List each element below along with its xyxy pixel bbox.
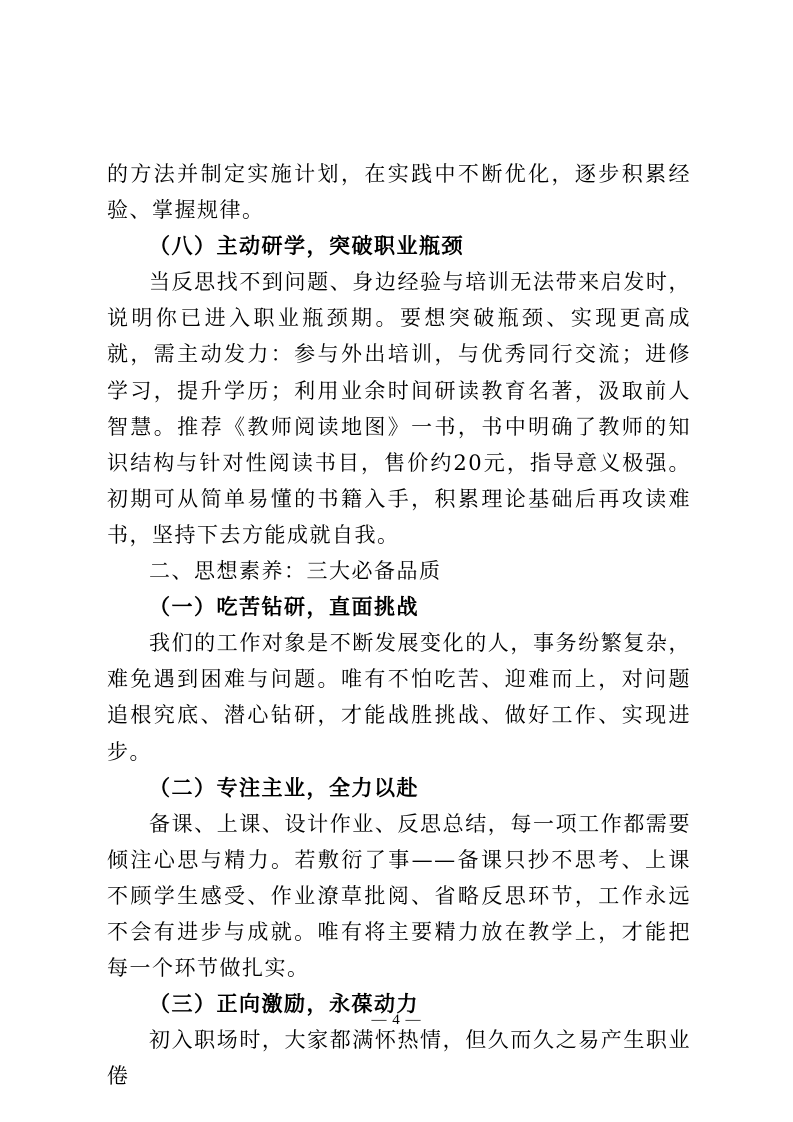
paragraph-hard-work: 我们的工作对象是不断发展变化的人，事务纷繁复杂，难免遇到困难与问题。唯有不怕吃苦、迎难而上，对问题追根究底、潜心钻研，才能战胜挑战、做好工作、实现进步。 — [107, 631, 691, 764]
section-heading-2: （二）专注主业，全力以赴 — [149, 774, 419, 800]
document-body — [107, 156, 691, 1094]
section-heading-8: （八）主动研学，突破职业瓶颈 — [149, 233, 464, 259]
paragraph-motivation: 初入职场时，大家都满怀热情，但久而久之易产生职业倦 — [107, 1028, 691, 1089]
section-heading-3: （三）正向激励，永葆动力 — [149, 991, 419, 1017]
paragraph-break-bottleneck: 当反思找不到问题、身边经验与培训无法带来启发时，说明你已进入职业瓶颈期。要想突破瓶颈、实现更高成就，需主动发力：参与外出培训，与优秀同行交流；进修学习，提升学历；利用业余时间研读教育名著，汲取前人智慧。推荐《教师阅读地图》一书，书中明确了教师的知识结构与针对性阅读书目，售价约20元，指导意义极强。初期可从简单易懂的书籍入手，积累理论基础后再攻读难书，坚持下去方能成就自我。 — [107, 270, 691, 547]
page-number: — 4 — — [371, 1012, 422, 1028]
paragraph-continuation: 的方法并制定实施计划，在实践中不断优化，逐步积累经验、掌握规律。 — [107, 162, 691, 223]
section-heading-1: （一）吃苦钻研，直面挑战 — [149, 594, 419, 620]
paragraph-focus: 备课、上课、设计作业、反思总结，每一项工作都需要倾注心思与精力。若敷衍了事——备课只抄不思考、上课不顾学生感受、作业潦草批阅、省略反思环节，工作永远不会有进步与成就。唯有将主要精力放在教学上，才能把每一个环节做扎实。 — [107, 811, 691, 981]
chapter-heading-2: 二、思想素养：三大必备品质 — [149, 559, 442, 584]
